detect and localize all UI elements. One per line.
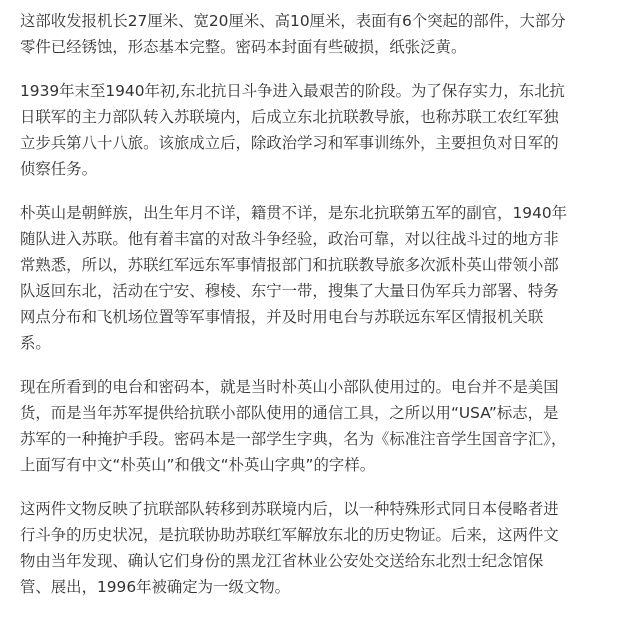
paragraph-device-description: 这部收发报机长27厘米、宽20厘米、高10厘米，表面有6个突起的部件，大部分零件已经锈蚀，形态基本完整。密码本封面有些破损，纸张泛黄。 [20,12,566,56]
paragraph-piao-yingshan: 朴英山是朝鲜族，出生年月不详，籍贯不详，是东北抗联第五军的副官，1940年随队进入苏联。他有着丰富的对敌斗争经验，政治可靠，对以往战斗过的地方非常熟悉，所以，苏联红军远东军事情报部门和抗联教导旅多次派朴英山带领小部队返回东北，活动在宁安、穆棱、东宁一带，搜集了大量日伪军兵力部署、特务网点分布和飞机场位置等军事情报，并及时用电台与苏联远东军区情报机关联系。 [20,204,568,352]
article-body [20,8,568,618]
paragraph-radio-and-codebook: 现在所看到的电台和密码本，就是当时朴英山小部队使用过的。电台并不是美国货，而是当年苏军提供给抗联小部队使用的通信工具，之所以用“USA”标志，是苏军的一种掩护手段。密码本是一部学生字典，名为《标准注音学生国音字汇》，上面写有中文“朴英山”和俄文“朴英山字典”的字样。 [20,378,567,474]
paragraph-significance: 这两件文物反映了抗联部队转移到苏联境内后，以一种特殊形式同日本侵略者进行斗争的历史状况，是抗联协助苏联红军解放东北的历史物证。后来，这两件文物由当年发现、确认它们身份的黑龙江省林业公安处交送给东北烈士纪念馆保管、展出，1996年被确定为一级文物。 [20,500,559,596]
paragraph-historical-background: 1939年末至1940年初,东北抗日斗争进入最艰苦的阶段。为了保存实力，东北抗日联军的主力部队转入苏联境内，后成立东北抗联教导旅，也称苏联工农红军独立步兵第八十八旅。该旅成立后，除政治学习和军事训练外，主要担负对日军的侦察任务。 [20,82,565,178]
